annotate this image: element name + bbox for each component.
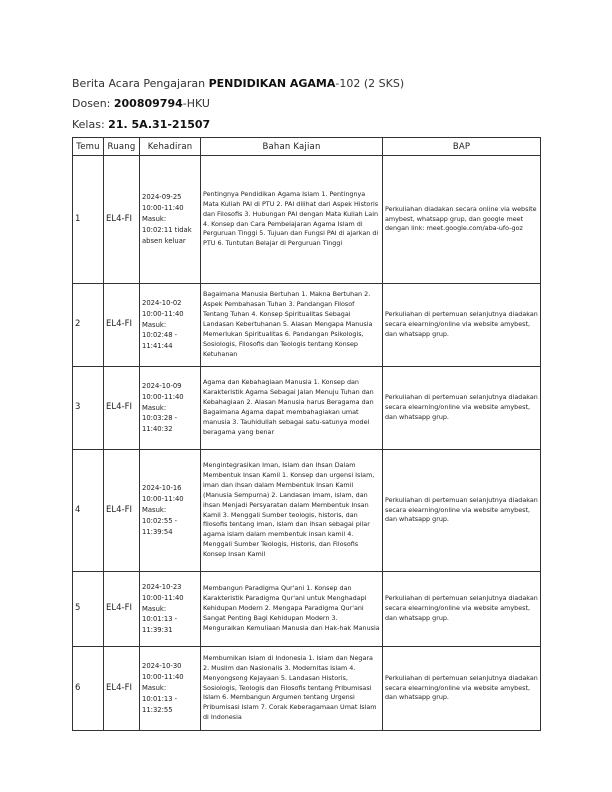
room-cell: EL4-FI [104,284,140,367]
course-name: PENDIDIKAN AGAMA [208,77,336,90]
col-header-attendance: Kehadiran [140,138,201,156]
report-title [72,77,404,90]
bap-cell: Perkuliahan di pertemuan selanjutnya diadakan secara elearning/online via website amybest, dan whatsapp grup. [383,572,541,647]
meeting-number: 4 [73,450,104,572]
bap-cell: Perkuliahan di pertemuan selanjutnya diadakan secara elearning/online via website amybest, dan whatsapp grup. [383,367,541,450]
study-material-cell: Bagaimana Manusia Bertuhan 1. Makna Bertuhan 2. Aspek Pembahasan Tuhan 3. Pandangan Filosof Tentang Tuhan 4. Konsep Spiritualitas Sebagai Landasan Kebertuhanan 5. Alasan Mengapa Manusia Memerlukan Spiritualitas 6. Pandangan Psikologis, Sosiologis, Filosofis dan Teologis tentang Konsep Ketuhanan [201,284,383,367]
bap-cell: Perkuliahan di pertemuan selanjutnya diadakan secara elearning/online via website amybest, dan whatsapp grup. [383,284,541,367]
attendance-cell: 2024-09-25 10:00-11:40 Masuk: 10:02:11 tidak absen keluar [140,156,201,284]
meeting-number: 5 [73,572,104,647]
meeting-number: 2 [73,284,104,367]
col-header-room: Ruang [104,138,140,156]
attendance-cell: 2024-10-09 10:00-11:40 Masuk: 10:03:28 - 11:40:32 [140,367,201,450]
meeting-number: 6 [73,647,104,731]
study-material-cell: Agama dan Kebahagiaan Manusia 1. Konsep dan Karakteristik Agama Sebagai Jalan Menuju Tuhan dan Kebahagiaan 2. Alasan Manusia harus Beragama dan Bagaimana Agama dapat membahagiakan umat manusia 3. Tauhidullah sebagai satu-satunya model beragama yang benar [201,367,383,450]
lecturer-label: Dosen: [72,97,114,110]
room-cell: EL4-FI [104,450,140,572]
lecturer-id: 200809794 [113,97,183,110]
bap-cell: Perkuliahan di pertemuan selanjutnya diadakan secara elearning/online via website amybest, dan whatsapp grup. [383,450,541,572]
table-header-row [73,138,541,156]
class-label: Kelas: [72,118,109,131]
class-line [72,118,210,131]
col-header-meeting: Temu [73,138,104,156]
table-row [73,572,541,647]
attendance-cell: 2024-10-23 10:00-11:40 Masuk: 10:01:13 - 11:39:31 [140,572,201,647]
table-row [73,450,541,572]
title-prefix: Berita Acara Pengajaran [72,77,209,90]
lecturer-suffix: -HKU [182,97,210,110]
study-material-cell: Mengintegrasikan Iman, Islam dan Ihsan Dalam Membentuk Insan Kamil 1. Konsep dan urgensi Islam, iman dan ihsan dalam Membentuk Insan Kamil (Manusia Sempurna) 2. Landasan imam, islam, dan ihsan Menjadi Persyaratan dalam Membentuk Insan Kamil 3. Menggali Sumber teologis, historis, dan filosofis tentang iman, islam dan ihsan sebagai pilar agama islam dalam membentuk insan kamil 4. Menggali Sumber Teologis, Historis, dan Filosofis Konsep Insan Kamil [201,450,383,572]
table-row [73,284,541,367]
meeting-number: 1 [73,156,104,284]
lecturer-line [72,97,210,110]
attendance-cell: 2024-10-02 10:00-11:40 Masuk: 10:02:48 - 11:41:44 [140,284,201,367]
bap-cell: Perkuliahan di pertemuan selanjutnya diadakan secara elearning/online via website amybest, dan whatsapp grup. [383,647,541,731]
study-material-cell: Pentingnya Pendidikan Agama Islam 1. Pentingnya Mata Kuliah PAI di PTU 2. PAI dilihat dari Aspek Historis dan Filosofis 3. Hubungan PAI dengan Mata Kuliah Lain 4. Konsep dan Cara Pembelajaran Agama Islam di Perguruan Tinggi 5. Tujuan dan Fungsi PAI di ajarkan di PTU 6. Tuntutan Belajar di Perguruan Tinggi [201,156,383,284]
col-header-bap: BAP [383,138,541,156]
title-suffix: -102 (2 SKS) [335,77,405,90]
attendance-cell: 2024-10-30 10:00-11:40 Masuk: 10:01:13 - 11:32:55 [140,647,201,731]
room-cell: EL4-FI [104,367,140,450]
col-header-study-material: Bahan Kajian [201,138,383,156]
room-cell: EL4-FI [104,156,140,284]
table-row [73,647,541,731]
study-material-cell: Membumikan Islam di Indonesia 1. Islam dan Negara 2. Muslim dan Nasionalis 3. Modernitas Islam 4. Menyongsong Kejayaan 5. Landasan Historis, Sosiologis, Teologis dan Filosofis tentang Pribumisasi Islam 6. Membangun Argumen tentang Urgensi Pribumisasi Islam 7. Corak Keberagamaan Umat Islam di Indonesia [201,647,383,731]
room-cell: EL4-FI [104,647,140,731]
teaching-report-table [72,137,541,731]
study-material-cell: Membangun Paradigma Qur'ani 1. Konsep dan Karakteristik Paradigma Qur'ani untuk Menghadapi Kehidupan Modern 2. Mengapa Paradigma Qur'ani Sangat Penting Bagi Kehidupan Modern 3. Menguraikan Kemuliaan Manusia dan Hak-hak Manusia [201,572,383,647]
table-row [73,367,541,450]
meeting-number: 3 [73,367,104,450]
room-cell: EL4-FI [104,572,140,647]
attendance-cell: 2024-10-16 10:00-11:40 Masuk: 10:02:55 - 11:39:54 [140,450,201,572]
table-row [73,156,541,284]
class-value: 21. 5A.31-21507 [108,118,211,131]
bap-cell: Perkuliahan diadakan secara online via website amybest, whatsapp grup, dan google meet dengan link: meet.google.com/aba-ufo-goz [383,156,541,284]
